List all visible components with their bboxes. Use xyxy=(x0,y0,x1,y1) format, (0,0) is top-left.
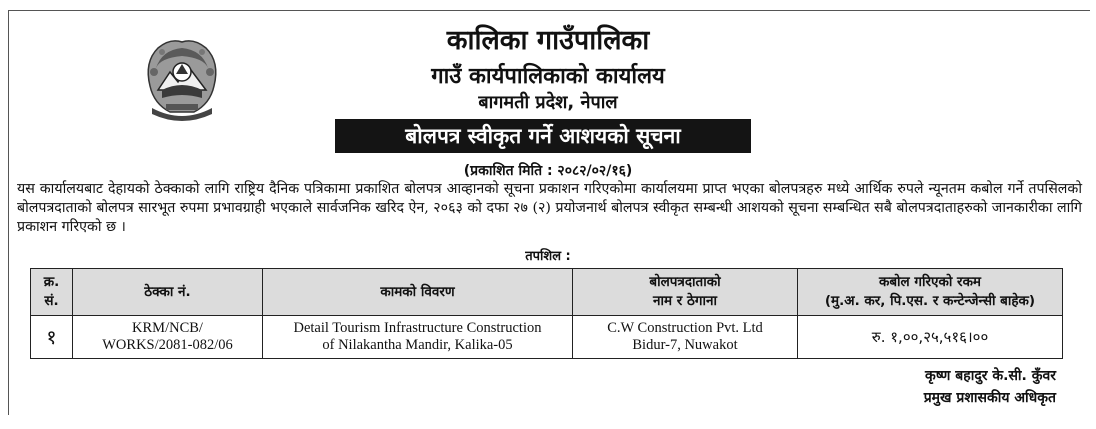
header-work-description: कामको विवरण xyxy=(263,269,573,316)
bidder-line1: C.W Construction Pvt. Ltd xyxy=(607,320,763,336)
cell-sn: १ xyxy=(31,316,73,359)
work-line2: of Nilakantha Mandir, Kalika-05 xyxy=(322,337,513,353)
municipality-name: कालिका गाउँपालिका xyxy=(446,25,650,56)
header-sn-line1: क्र. xyxy=(43,274,60,290)
notice-title-banner xyxy=(335,119,751,153)
cell-bidder xyxy=(573,316,798,359)
contract-no-line2: WORKS/2081-082/06 xyxy=(102,337,233,353)
frame-top-border xyxy=(8,10,1090,11)
header-amount-line1: कबोल गरिएको रकम xyxy=(878,274,982,290)
award-table xyxy=(30,268,1063,359)
table-row xyxy=(31,316,1063,359)
header-amount xyxy=(798,269,1063,316)
cell-contract-no xyxy=(73,316,263,359)
header-sn xyxy=(31,269,73,316)
header-sn-line2: सं. xyxy=(44,293,59,309)
notice-title: बोलपत्र स्वीकृत गर्ने आशयको सूचना xyxy=(405,124,681,148)
signatory-name: कृष्ण बहादुर के.सी. कुँवर xyxy=(925,368,1056,384)
notice-body: यस कार्यालयबाट देहायको ठेक्काको लागि राष्ट्रिय दैनिक पत्रिकामा प्रकाशित बोलपत्र आव्हानको सूचना प्रकाशन गरिएकोमा कार्यालयमा प्राप्त भएका बोलपत्रहरु मध्ये आर्थिक रुपले न्यूनतम कबोल गर्ने तपसिलको बोलपत्रदाताको बोलपत्र सारभूत रुपमा प्रभावग्राही भएकाले सार्वजनिक खरिद ऐन, २०६३ को दफा २७ (२) प्रयोजनार्थ बोलपत्र स्वीकृत सम्बन्धी आशयको सूचना सम्बन्धित सबै बोलपत्रदाताहरुको जानकारीका लागि प्रकाशन गरिएको छ । xyxy=(17,181,1082,235)
schedule-label: तपशिल : xyxy=(525,249,571,264)
table-header-row xyxy=(31,269,1063,316)
header-bidder-line1: बोलपत्रदाताको xyxy=(649,274,721,290)
cell-amount: रु. १,००,२५,५१६।०० xyxy=(798,316,1063,359)
contract-no-line1: KRM/NCB/ xyxy=(132,320,203,336)
header-amount-line2: (मु.अ. कर, पि.एस. र कन्टेन्जेन्सी बाहेक) xyxy=(824,293,1036,309)
work-line1: Detail Tourism Infrastructure Construction xyxy=(293,320,542,336)
header-bidder xyxy=(573,269,798,316)
office-name: गाउँ कार्यपालिकाको कार्यालय xyxy=(431,64,665,89)
cell-work-description xyxy=(263,316,573,359)
published-date: (प्रकाशित मिति : २०८२/०२/१६) xyxy=(463,163,633,179)
location: बागमती प्रदेश, नेपाल xyxy=(478,92,618,113)
header-contract-no: ठेक्का नं. xyxy=(73,269,263,316)
signatory-designation: प्रमुख प्रशासकीय अधिकृत xyxy=(923,390,1056,406)
bidder-line2: Bidur-7, Nuwakot xyxy=(632,337,738,353)
header-bidder-line2: नाम र ठेगाना xyxy=(653,293,717,309)
